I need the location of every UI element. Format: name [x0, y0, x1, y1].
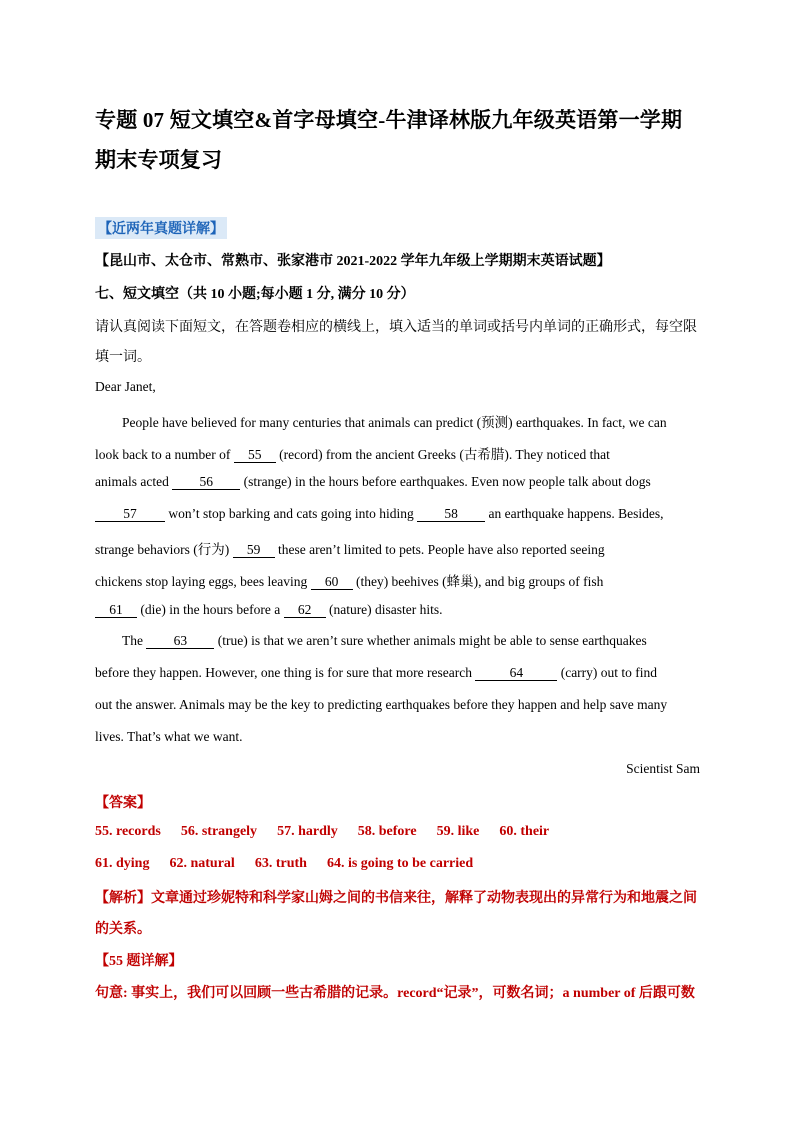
- title-line-1: 专题 07 短文填空&首字母填空-牛津译林版九年级英语第一学期: [95, 108, 683, 132]
- answer-60: 60. their: [499, 824, 550, 839]
- paragraph-2-line-1: The 63 (true) is that we aren’t sure whether animals might be able to sense earthquakes: [122, 633, 647, 648]
- answers-row-1: [95, 824, 569, 840]
- blank-56: 56: [172, 475, 240, 490]
- section-tag: 【近两年真题详解】: [95, 217, 227, 239]
- paragraph-1-line-5: strange behaviors (行为) 59 these aren’t limited to pets. People have also reported seeing: [95, 542, 605, 557]
- answer-55: 55. records: [95, 824, 161, 839]
- signature: Scientist Sam: [626, 761, 700, 776]
- paragraph-2-line-2: before they happen. However, one thing is for sure that more research 64 (carry) out to find: [95, 665, 658, 680]
- paragraph-1-line-6: chickens stop laying eggs, bees leaving 60 (they) beehives (蜂巢), and big groups of fish: [95, 574, 604, 589]
- answer-59: 59. like: [436, 824, 480, 839]
- blank-63: 63: [146, 634, 214, 649]
- answer-58: 58. before: [357, 824, 417, 839]
- blank-58: 58: [417, 507, 485, 522]
- document-title: [95, 100, 700, 180]
- title-line-2: 期末专项复习: [95, 148, 223, 172]
- greeting: Dear Janet,: [95, 379, 156, 394]
- paragraph-2-line-4: lives. That’s what we want.: [95, 729, 243, 744]
- paragraph-1-line-7: 61 (die) in the hours before a 62 (nature) disaster hits.: [95, 602, 443, 618]
- instructions-line-2: 填一词。: [95, 350, 151, 365]
- answer-61: 61. dying: [95, 856, 150, 871]
- paragraph-2-line-3: out the answer. Animals may be the key to predicting earthquakes before they happen and help save many: [95, 697, 668, 712]
- instructions-line-1: 请认真阅读下面短文，在答题卷相应的横线上，填入适当的单词或括号内单词的正确形式，每空限: [95, 320, 697, 335]
- detail-label: 【55 题详解】: [95, 954, 183, 969]
- answer-label: 【答案】: [95, 796, 151, 811]
- analysis-line-1: 【解析】文章通过珍妮特和科学家山姆之间的书信来往，解释了动物表现出的异常行为和地震之间: [95, 891, 697, 906]
- answer-62: 62. natural: [169, 856, 235, 871]
- blank-59: 59: [233, 543, 275, 558]
- answer-63: 63. truth: [254, 856, 307, 871]
- answer-57: 57. hardly: [277, 824, 338, 839]
- exam-source: 【昆山市、太仓市、常熟市、张家港市 2021-2022 学年九年级上学期期末英语试题】: [95, 254, 611, 269]
- analysis-line-2: 的关系。: [95, 922, 151, 937]
- part-heading: 七、短文填空（共 10 小题;每小题 1 分, 满分 10 分）: [95, 287, 415, 302]
- blank-57: 57: [95, 507, 165, 522]
- detail-line: 句意: 事实上，我们可以回顾一些古希腊的记录。record“记录”，可数名词；a number of 后跟可数: [95, 986, 695, 1001]
- blank-55: 55: [234, 448, 276, 463]
- blank-60: 60: [311, 575, 353, 590]
- answers-row-2: [95, 856, 493, 872]
- paragraph-1-line-3: animals acted 56 (strange) in the hours before earthquakes. Even now people talk about dogs: [95, 474, 651, 489]
- paragraph-1-line-4: 57 won’t stop barking and cats going into hiding 58 an earthquake happens. Besides,: [95, 506, 664, 522]
- answer-56: 56. strangely: [180, 824, 258, 839]
- blank-61: 61: [95, 603, 137, 618]
- paragraph-1-line-2: look back to a number of 55 (record) from the ancient Greeks (古希腊). They noticed that: [95, 447, 610, 462]
- blank-62: 62: [284, 603, 326, 618]
- answer-64: 64. is going to be carried: [326, 856, 474, 871]
- paragraph-1-line-1: People have believed for many centuries that animals can predict (预测) earthquakes. In fact, we can: [122, 415, 667, 430]
- blank-64: 64: [475, 666, 557, 681]
